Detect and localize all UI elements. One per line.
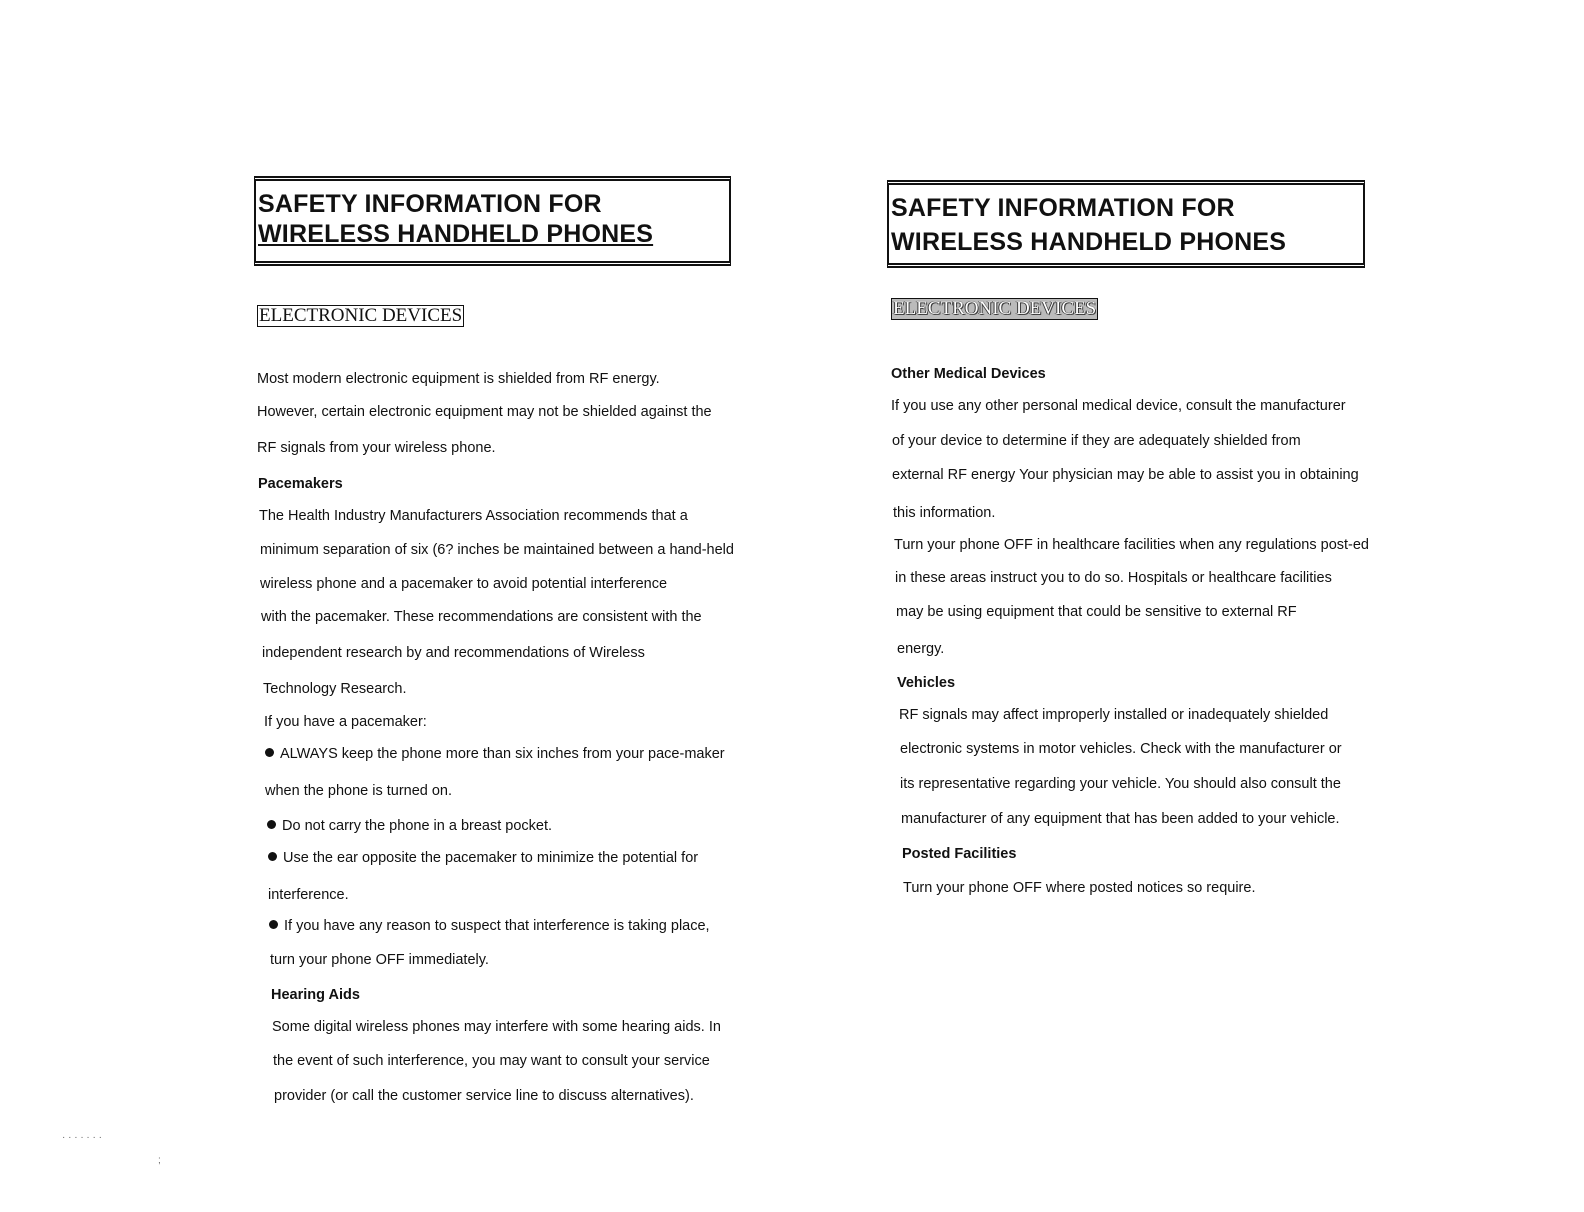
right-heading-other-medical: Other Medical Devices (891, 366, 1046, 382)
left-line-11: If you have a pacemaker: (264, 714, 427, 730)
right-line-3: of your device to determine if they are adequately shielded from (892, 433, 1301, 449)
right-title-box (887, 180, 1365, 268)
left-heading-pacemakers: Pacemakers (258, 476, 343, 492)
left-bullet-3-text: Use the ear opposite the pacemaker to minimize the potential for (283, 850, 699, 866)
right-page (792, 0, 1584, 1212)
right-heading-posted-facilities: Posted Facilities (902, 846, 1017, 862)
left-title-box (254, 176, 731, 266)
scan-speck: · · · · · · · (62, 1132, 102, 1143)
left-line-21: the event of such interference, you may want to consult your service (273, 1053, 710, 1069)
left-line-18: turn your phone OFF immediately. (270, 952, 489, 968)
right-line-16: Turn your phone OFF where posted notices so require. (903, 880, 1256, 896)
bullet-icon (267, 820, 276, 829)
bullet-icon (269, 920, 278, 929)
right-section-label: ELECTRONIC DEVICES (893, 298, 1097, 319)
left-title-line-1: SAFETY INFORMATION FOR (258, 190, 602, 218)
right-line-5: this information. (893, 505, 996, 521)
left-line-7: wireless phone and a pacemaker to avoid potential interference (260, 576, 668, 592)
left-line-6: minimum separation of six (6? inches be maintained between a hand-held (260, 542, 734, 558)
right-line-4: external RF energy Your physician may be able to assist you in obtaining (892, 467, 1359, 483)
left-bullet-2-text: Do not carry the phone in a breast pocket. (282, 818, 553, 834)
right-line-13: its representative regarding your vehicle. You should also consult the (900, 776, 1341, 792)
left-line-5: The Health Industry Manufacturers Association recommends that a (259, 508, 688, 524)
right-line-12: electronic systems in motor vehicles. Check with the manufacturer or (900, 741, 1342, 757)
scan-speck: ; (158, 1155, 161, 1166)
left-bullet-1-text: ALWAYS keep the phone more than six inches from your pace-maker (280, 746, 725, 762)
left-line-1: Most modern electronic equipment is shielded from RF energy. (257, 371, 660, 387)
left-bullet-4 (269, 918, 710, 934)
left-line-8: with the pacemaker. These recommendations are consistent with the (261, 609, 702, 625)
left-line-16: interference. (268, 887, 349, 903)
left-line-13: when the phone is turned on. (265, 783, 453, 799)
left-line-10: Technology Research. (263, 681, 407, 697)
right-title-line-1: SAFETY INFORMATION FOR (891, 194, 1235, 222)
right-line-2: If you use any other personal medical device, consult the manufacturer (891, 398, 1346, 414)
right-line-6: Turn your phone OFF in healthcare facilities when any regulations post-ed (894, 537, 1369, 553)
left-bullet-4-text: If you have any reason to suspect that interference is taking place, (284, 918, 710, 934)
left-bullet-1 (265, 746, 725, 762)
right-heading-vehicles: Vehicles (897, 675, 956, 691)
left-section-label: ELECTRONIC DEVICES (259, 305, 463, 326)
right-line-9: energy. (897, 641, 945, 657)
bullet-icon (265, 748, 274, 757)
bullet-icon (268, 852, 277, 861)
right-title-line-2: WIRELESS HANDHELD PHONES (891, 228, 1287, 256)
left-line-20: Some digital wireless phones may interfere with some hearing aids. In (272, 1019, 721, 1035)
right-line-11: RF signals may affect improperly installed or inadequately shielded (899, 707, 1329, 723)
right-line-8: may be using equipment that could be sensitive to external RF (896, 604, 1297, 620)
left-line-2: However, certain electronic equipment may not be shielded against the (257, 404, 712, 420)
left-line-22: provider (or call the customer service line to discuss alternatives). (274, 1088, 694, 1104)
left-bullet-3 (268, 850, 698, 866)
left-line-3: RF signals from your wireless phone. (257, 440, 496, 456)
left-title-line-2: WIRELESS HANDHELD PHONES (258, 220, 654, 248)
right-line-7: in these areas instruct you to do so. Hospitals or healthcare facilities (895, 570, 1332, 586)
left-line-9: independent research by and recommendations of Wireless (262, 645, 645, 661)
left-bullet-2 (267, 818, 552, 834)
left-heading-hearing-aids: Hearing Aids (271, 987, 360, 1003)
right-line-14: manufacturer of any equipment that has been added to your vehicle. (901, 811, 1340, 827)
